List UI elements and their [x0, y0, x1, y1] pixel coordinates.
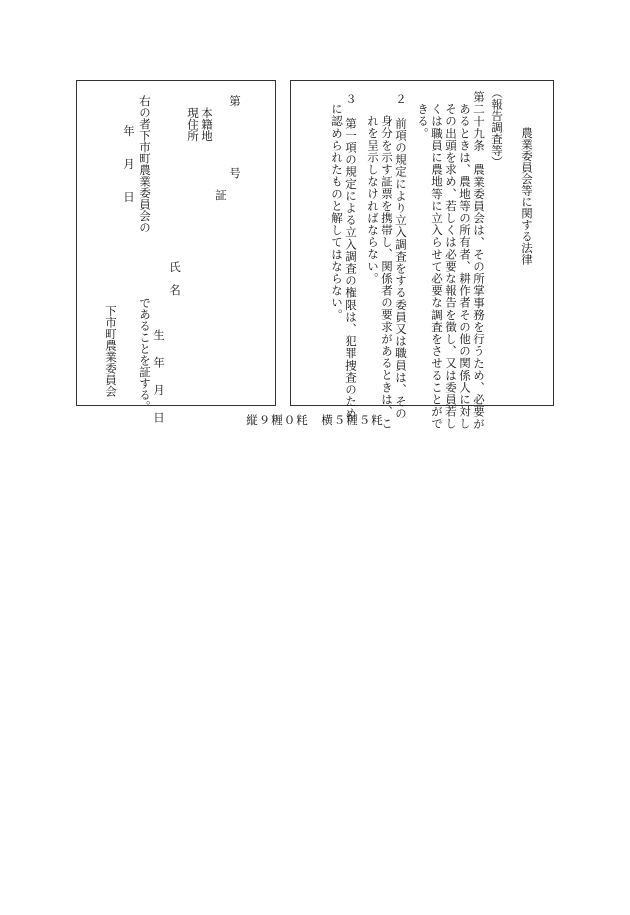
law-title: 農業委員会等に関する法律	[520, 127, 534, 265]
cert-sho-label: 証	[214, 189, 228, 201]
honseki-label: 本籍地	[200, 107, 214, 142]
article-29-line-3: その出頭を求め、若しくは必要な報告を徴し、又は委員若し	[444, 103, 458, 430]
article-29-line-4: くは職員に農地等に立入らせて必要な調査をさせることがで	[430, 103, 444, 430]
paragraph-3-line-1: ３ 第一項の規定による立入調査の権限は、犯罪捜査のため	[344, 93, 358, 420]
paragraph-3-line-2: に認められたものと解してはならない。	[330, 103, 344, 321]
paragraph-2-line-2: 身分を示す証票を携帯し、関係者の要求があるときは、こ	[380, 115, 394, 430]
birth-date-label: 生 年 月 日	[152, 329, 166, 424]
genjusho-label: 現住所	[186, 107, 200, 142]
article-29-line-5: きる。	[416, 103, 430, 140]
paragraph-2-line-1: ２ 前項の規定により立入調査をする委員又は職員は、その	[394, 93, 408, 420]
name-label: 氏 名	[168, 261, 182, 296]
dimension-caption: 縦９糎０粍 横５糎５粍	[246, 413, 384, 427]
article-29-line-2: あるときは、農地等の所有者、耕作者その他の関係人に対し	[458, 103, 472, 430]
article-heading: （報告調査等）	[490, 87, 504, 168]
article-29-line-1: 第二十九条 農業委員会は、その所掌事務を行うため、必要が	[472, 91, 486, 430]
statement-prefix: 右の者下市町農業委員会の	[138, 95, 152, 233]
cert-number-suffix: 号	[228, 167, 242, 179]
issue-date: 年 月 日	[122, 125, 136, 208]
paragraph-2-line-3: れを呈示しなければならない。	[366, 115, 380, 285]
certificate-card	[76, 80, 276, 424]
statement-suffix: であることを証する。	[138, 297, 152, 412]
issuer-name: 下市町農業委員会	[104, 305, 118, 397]
cert-number-prefix: 第	[228, 95, 242, 107]
